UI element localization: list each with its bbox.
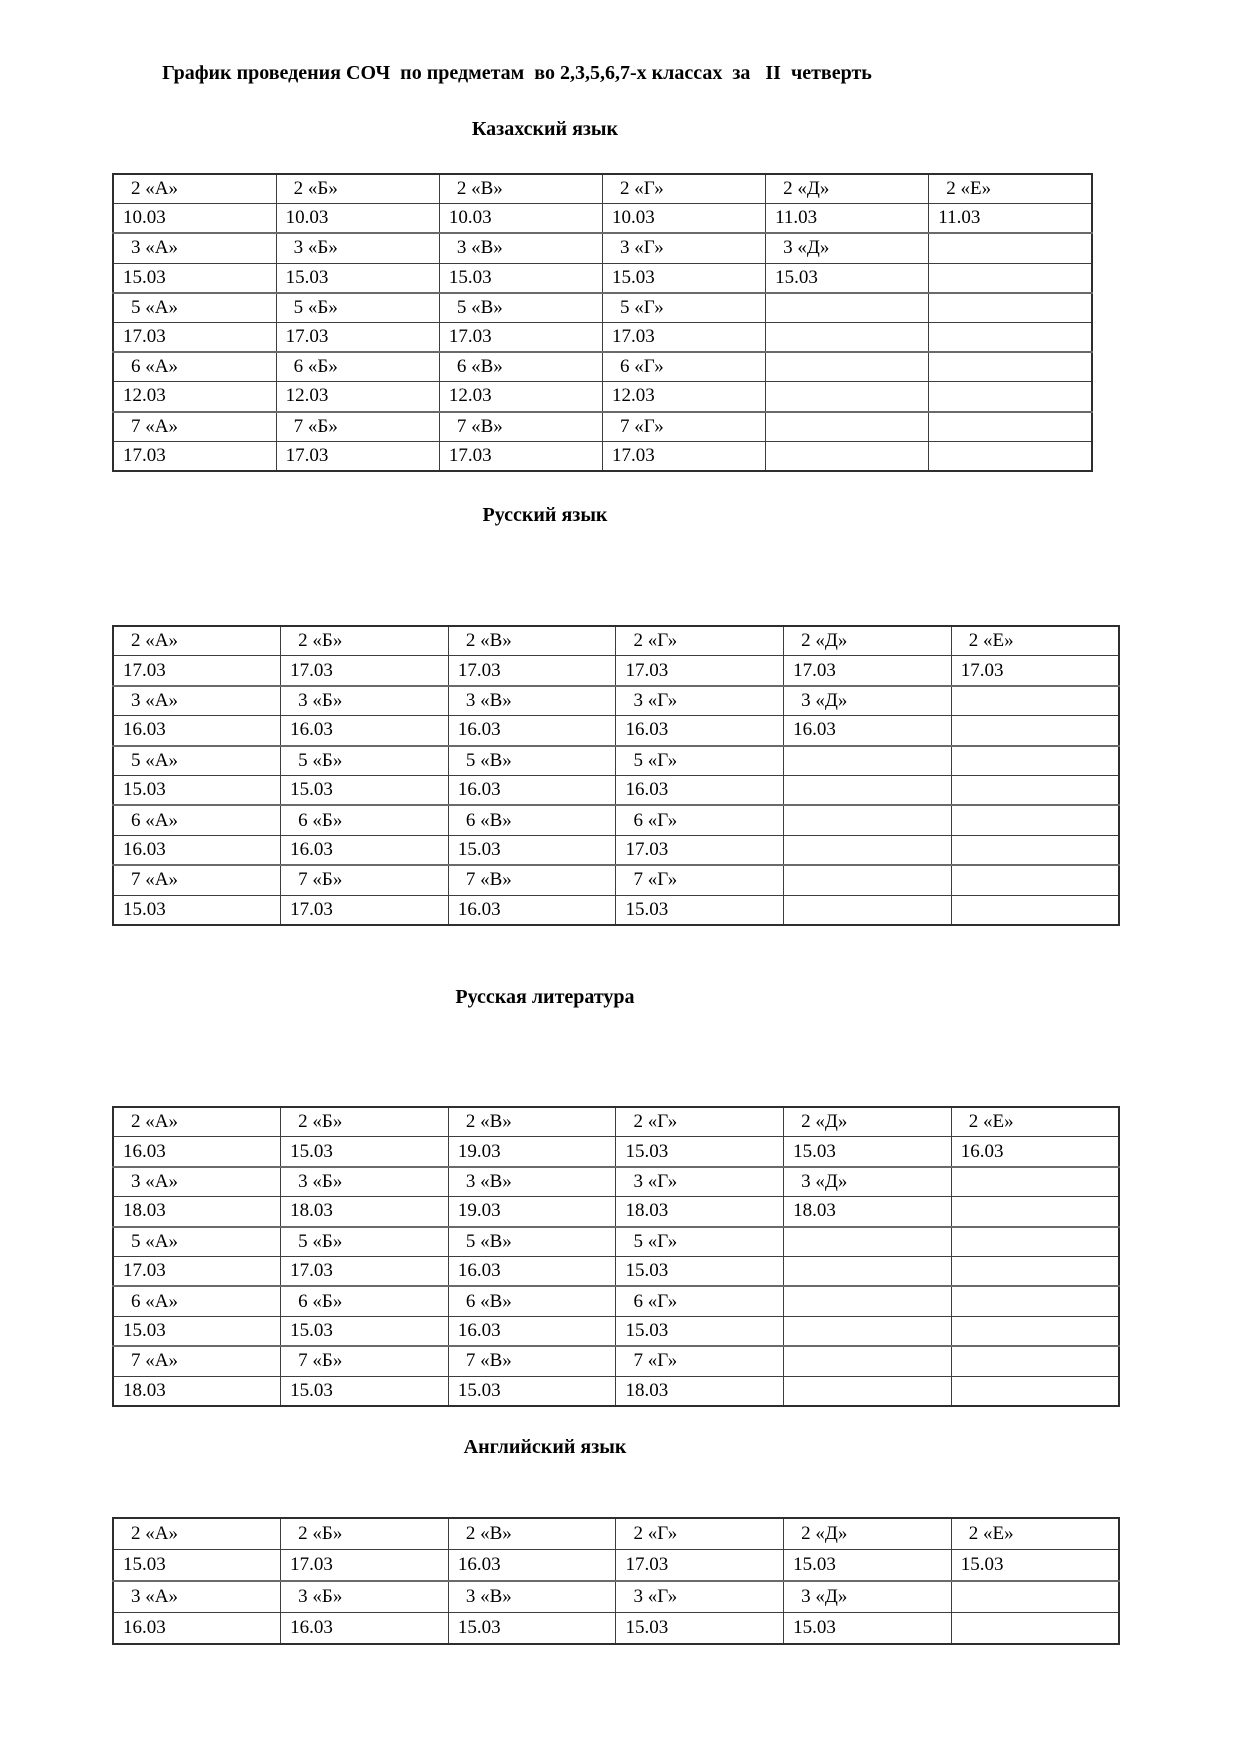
class-cell: 5 «Б» (281, 746, 449, 776)
date-cell (929, 441, 1092, 471)
section-heading-english-language: Английский язык (463, 1436, 627, 1458)
class-header-row (113, 1107, 1119, 1137)
class-cell: 7 «Г» (602, 412, 765, 442)
class-cell: 3 «Б» (281, 1167, 449, 1197)
class-cell (951, 1286, 1119, 1316)
date-cell: 15.03 (113, 1316, 281, 1346)
class-cell: 7 «Г» (616, 1346, 784, 1376)
date-cell: 17.03 (113, 322, 276, 352)
class-cell: 3 «В» (448, 686, 616, 716)
date-cell (784, 895, 952, 925)
date-cell: 18.03 (616, 1376, 784, 1406)
class-cell: 6 «А» (113, 352, 276, 382)
date-cell: 16.03 (448, 895, 616, 925)
class-cell: 2 «Г» (616, 1107, 784, 1137)
class-cell (766, 352, 929, 382)
date-cell: 15.03 (616, 1256, 784, 1286)
class-cell: 6 «Г» (616, 1286, 784, 1316)
russian-language-schedule-table (112, 625, 1120, 926)
date-cell: 17.03 (281, 656, 449, 686)
english-language-schedule-table (112, 1517, 1120, 1645)
class-cell (929, 233, 1092, 263)
date-cell (784, 835, 952, 865)
class-cell: 3 «Б» (281, 1581, 449, 1613)
class-cell: 2 «Д» (784, 1518, 952, 1550)
date-cell: 17.03 (784, 656, 952, 686)
class-cell: 6 «В» (439, 352, 602, 382)
class-cell: 3 «Д» (784, 686, 952, 716)
class-cell: 2 «Б» (281, 1107, 449, 1137)
page-title: График проведения СОЧ по предметам во 2,3,5,6,7-х классах за II четверть (162, 62, 872, 84)
class-cell: 3 «А» (113, 233, 276, 263)
class-cell: 3 «Д» (784, 1581, 952, 1613)
class-header-row (113, 1346, 1119, 1376)
date-cell: 15.03 (276, 263, 439, 293)
class-cell: 2 «Б» (281, 1518, 449, 1550)
date-cell: 15.03 (951, 1550, 1119, 1582)
date-cell (784, 1256, 952, 1286)
date-cell (951, 1256, 1119, 1286)
date-cell: 17.03 (602, 322, 765, 352)
class-cell: 7 «В» (439, 412, 602, 442)
class-cell: 2 «Е» (951, 1107, 1119, 1137)
date-cell: 10.03 (439, 204, 602, 234)
class-cell: 2 «Б» (276, 174, 439, 204)
class-cell (951, 865, 1119, 895)
date-cell: 17.03 (276, 441, 439, 471)
date-cell: 15.03 (616, 1137, 784, 1167)
date-cell: 17.03 (281, 895, 449, 925)
class-cell: 2 «В» (439, 174, 602, 204)
class-header-row (113, 1167, 1119, 1197)
class-cell: 6 «Б» (281, 1286, 449, 1316)
class-cell (784, 1346, 952, 1376)
date-cell: 17.03 (281, 1550, 449, 1582)
date-cell (929, 382, 1092, 412)
date-row (113, 716, 1119, 746)
class-cell: 7 «А» (113, 865, 281, 895)
date-row (113, 1137, 1119, 1167)
class-cell: 3 «Г» (602, 233, 765, 263)
class-cell: 3 «А» (113, 686, 281, 716)
class-cell: 2 «Е» (951, 626, 1119, 656)
class-cell: 5 «В» (448, 1227, 616, 1257)
date-row (113, 1316, 1119, 1346)
class-cell: 3 «А» (113, 1581, 281, 1613)
class-header-row (113, 293, 1092, 323)
class-header-row (113, 1286, 1119, 1316)
class-cell: 2 «В» (448, 1107, 616, 1137)
class-cell: 5 «Г» (602, 293, 765, 323)
class-cell: 2 «Г» (616, 626, 784, 656)
date-cell: 11.03 (929, 204, 1092, 234)
date-cell (929, 263, 1092, 293)
class-cell (951, 1227, 1119, 1257)
date-cell: 16.03 (448, 1256, 616, 1286)
date-row (113, 204, 1092, 234)
kazakh-language-schedule-table (112, 173, 1093, 472)
date-cell: 15.03 (602, 263, 765, 293)
class-cell: 7 «В» (448, 865, 616, 895)
date-cell: 15.03 (616, 895, 784, 925)
class-cell: 3 «В» (448, 1581, 616, 1613)
date-cell: 16.03 (448, 1550, 616, 1582)
class-cell: 6 «А» (113, 1286, 281, 1316)
class-cell: 2 «А» (113, 1518, 281, 1550)
date-cell: 17.03 (276, 322, 439, 352)
class-header-row (113, 1581, 1119, 1613)
date-cell: 15.03 (439, 263, 602, 293)
date-cell (784, 775, 952, 805)
date-cell: 16.03 (113, 716, 281, 746)
date-cell: 19.03 (448, 1137, 616, 1167)
class-header-row (113, 174, 1092, 204)
date-cell: 16.03 (448, 716, 616, 746)
date-row (113, 775, 1119, 805)
date-cell: 16.03 (113, 1137, 281, 1167)
class-cell (784, 746, 952, 776)
date-cell: 12.03 (276, 382, 439, 412)
date-cell (784, 1316, 952, 1346)
class-cell: 2 «Е» (929, 174, 1092, 204)
date-row (113, 263, 1092, 293)
class-cell: 2 «Д» (784, 1107, 952, 1137)
date-cell: 17.03 (602, 441, 765, 471)
date-cell: 17.03 (448, 656, 616, 686)
date-cell: 15.03 (448, 1613, 616, 1645)
date-cell: 17.03 (439, 322, 602, 352)
date-cell (766, 441, 929, 471)
date-cell (951, 716, 1119, 746)
class-cell (951, 1581, 1119, 1613)
date-cell: 15.03 (784, 1550, 952, 1582)
date-cell (951, 895, 1119, 925)
date-cell: 15.03 (113, 263, 276, 293)
class-cell: 5 «В» (439, 293, 602, 323)
class-cell: 2 «Е» (951, 1518, 1119, 1550)
class-cell: 5 «Г» (616, 746, 784, 776)
class-cell: 2 «В» (448, 1518, 616, 1550)
class-cell (929, 412, 1092, 442)
date-cell: 18.03 (113, 1376, 281, 1406)
date-cell: 16.03 (281, 716, 449, 746)
class-cell (951, 686, 1119, 716)
class-cell: 5 «А» (113, 293, 276, 323)
date-cell: 18.03 (616, 1197, 784, 1227)
date-cell: 18.03 (784, 1197, 952, 1227)
date-cell: 16.03 (448, 775, 616, 805)
date-cell (929, 322, 1092, 352)
class-cell: 3 «Г» (616, 686, 784, 716)
class-cell: 6 «Б» (281, 805, 449, 835)
class-cell: 5 «Б» (276, 293, 439, 323)
date-cell (784, 1376, 952, 1406)
date-cell: 16.03 (113, 1613, 281, 1645)
date-cell: 12.03 (439, 382, 602, 412)
section-heading-russian-literature: Русская литература (455, 986, 635, 1008)
class-header-row (113, 1227, 1119, 1257)
date-row (113, 1613, 1119, 1645)
date-cell: 15.03 (616, 1316, 784, 1346)
class-cell: 6 «В» (448, 1286, 616, 1316)
class-header-row (113, 412, 1092, 442)
class-header-row (113, 686, 1119, 716)
date-cell: 17.03 (439, 441, 602, 471)
class-cell: 6 «Г» (602, 352, 765, 382)
class-cell: 3 «Б» (276, 233, 439, 263)
date-cell: 17.03 (951, 656, 1119, 686)
date-cell: 15.03 (113, 1550, 281, 1582)
date-cell: 17.03 (616, 656, 784, 686)
class-cell (784, 1286, 952, 1316)
date-cell: 16.03 (616, 775, 784, 805)
class-cell (951, 805, 1119, 835)
class-header-row (113, 233, 1092, 263)
date-cell: 16.03 (951, 1137, 1119, 1167)
class-cell: 5 «А» (113, 746, 281, 776)
date-cell: 15.03 (281, 1137, 449, 1167)
date-cell: 17.03 (616, 1550, 784, 1582)
date-row (113, 382, 1092, 412)
date-cell (766, 322, 929, 352)
date-cell: 15.03 (281, 775, 449, 805)
class-header-row (113, 1518, 1119, 1550)
date-cell: 16.03 (113, 835, 281, 865)
class-header-row (113, 746, 1119, 776)
russian-literature-schedule-table (112, 1106, 1120, 1407)
date-cell: 15.03 (784, 1613, 952, 1645)
class-cell: 7 «Г» (616, 865, 784, 895)
class-cell: 6 «Г» (616, 805, 784, 835)
class-cell: 2 «А» (113, 1107, 281, 1137)
class-cell (784, 805, 952, 835)
class-cell: 7 «А» (113, 1346, 281, 1376)
date-cell: 17.03 (113, 441, 276, 471)
date-cell: 10.03 (276, 204, 439, 234)
class-cell: 3 «Д» (766, 233, 929, 263)
class-cell: 7 «В» (448, 1346, 616, 1376)
date-cell: 16.03 (281, 835, 449, 865)
date-cell: 17.03 (113, 1256, 281, 1286)
class-header-row (113, 626, 1119, 656)
class-cell: 5 «Г» (616, 1227, 784, 1257)
class-cell: 7 «Б» (276, 412, 439, 442)
date-cell (951, 1376, 1119, 1406)
class-cell: 2 «В» (448, 626, 616, 656)
date-cell: 15.03 (448, 1376, 616, 1406)
date-cell: 10.03 (113, 204, 276, 234)
date-cell: 15.03 (766, 263, 929, 293)
date-cell (766, 382, 929, 412)
date-cell: 15.03 (113, 775, 281, 805)
date-cell: 17.03 (616, 835, 784, 865)
date-cell: 16.03 (616, 716, 784, 746)
class-cell: 6 «А» (113, 805, 281, 835)
class-cell: 6 «Б» (276, 352, 439, 382)
date-cell: 15.03 (616, 1613, 784, 1645)
class-cell: 2 «Г» (616, 1518, 784, 1550)
date-cell: 18.03 (113, 1197, 281, 1227)
class-cell: 6 «В» (448, 805, 616, 835)
class-cell: 2 «Г» (602, 174, 765, 204)
class-cell (784, 1227, 952, 1257)
class-header-row (113, 352, 1092, 382)
date-cell: 15.03 (448, 835, 616, 865)
class-cell (929, 293, 1092, 323)
date-cell: 11.03 (766, 204, 929, 234)
class-cell: 2 «А» (113, 174, 276, 204)
class-cell: 7 «А» (113, 412, 276, 442)
class-cell: 7 «Б» (281, 1346, 449, 1376)
date-cell: 12.03 (602, 382, 765, 412)
date-row (113, 656, 1119, 686)
class-cell: 2 «А» (113, 626, 281, 656)
class-cell: 3 «А» (113, 1167, 281, 1197)
date-cell: 17.03 (113, 656, 281, 686)
date-cell (951, 1316, 1119, 1346)
class-cell (766, 293, 929, 323)
section-heading-kazakh-language: Казахский язык (471, 118, 619, 140)
section-heading-russian-language: Русский язык (482, 504, 608, 526)
date-row (113, 1256, 1119, 1286)
date-cell (951, 1613, 1119, 1645)
class-cell (929, 352, 1092, 382)
class-cell (784, 865, 952, 895)
class-cell (766, 412, 929, 442)
class-cell: 2 «Б» (281, 626, 449, 656)
date-cell (951, 775, 1119, 805)
date-row (113, 895, 1119, 925)
class-cell: 3 «В» (439, 233, 602, 263)
date-cell: 17.03 (281, 1256, 449, 1286)
class-cell: 3 «Г» (616, 1167, 784, 1197)
date-cell: 15.03 (281, 1376, 449, 1406)
date-row (113, 1376, 1119, 1406)
class-header-row (113, 805, 1119, 835)
date-cell (951, 1197, 1119, 1227)
class-cell (951, 746, 1119, 776)
date-cell: 12.03 (113, 382, 276, 412)
date-cell: 18.03 (281, 1197, 449, 1227)
class-cell: 5 «Б» (281, 1227, 449, 1257)
class-cell: 3 «Б» (281, 686, 449, 716)
date-cell: 15.03 (784, 1137, 952, 1167)
date-cell: 15.03 (281, 1316, 449, 1346)
class-cell (951, 1346, 1119, 1376)
date-cell: 19.03 (448, 1197, 616, 1227)
date-row (113, 1197, 1119, 1227)
class-header-row (113, 865, 1119, 895)
class-cell: 3 «В» (448, 1167, 616, 1197)
date-cell (951, 835, 1119, 865)
class-cell: 5 «А» (113, 1227, 281, 1257)
date-row (113, 441, 1092, 471)
class-cell: 2 «Д» (784, 626, 952, 656)
class-cell: 3 «Д» (784, 1167, 952, 1197)
class-cell: 7 «Б» (281, 865, 449, 895)
date-row (113, 322, 1092, 352)
date-cell: 16.03 (448, 1316, 616, 1346)
date-row (113, 1550, 1119, 1582)
date-cell: 10.03 (602, 204, 765, 234)
date-cell: 16.03 (784, 716, 952, 746)
date-cell: 15.03 (113, 895, 281, 925)
class-cell (951, 1167, 1119, 1197)
class-cell: 2 «Д» (766, 174, 929, 204)
date-cell: 16.03 (281, 1613, 449, 1645)
class-cell: 5 «В» (448, 746, 616, 776)
date-row (113, 835, 1119, 865)
class-cell: 3 «Г» (616, 1581, 784, 1613)
